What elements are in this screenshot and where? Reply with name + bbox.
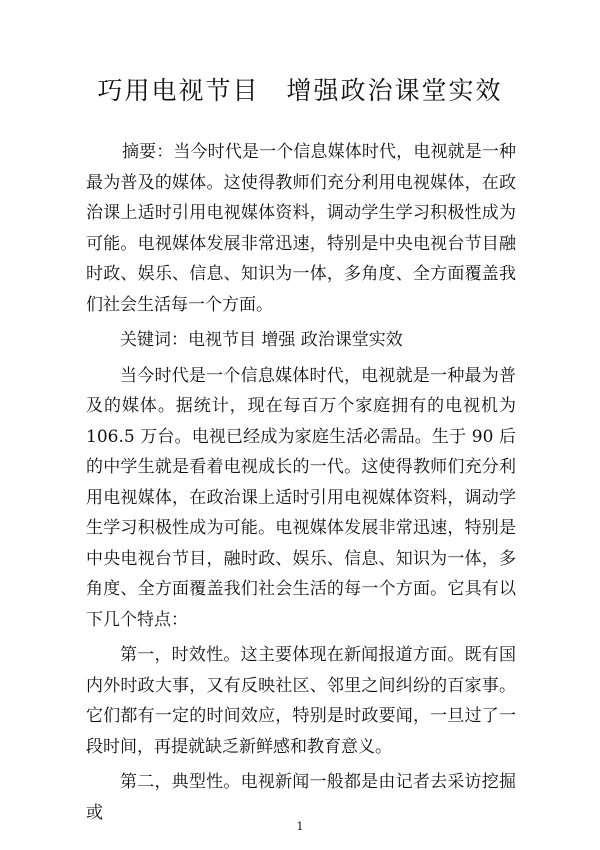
document-title: 巧用电视节目 增强政治课堂实效 <box>97 76 503 105</box>
body-paragraph: 第二，典型性。电视新闻一般都是由记者去采访挖掘或 <box>86 772 516 823</box>
document-body <box>86 137 516 833</box>
body-paragraph: 当今时代是一个信息媒体时代，电视就是一种最为普及的媒体。据统计，现在每百万个家庭拥有的电视机为 106.5 万台。电视已经成为家庭生活必需品。生于 90 后的中学生就是看着电视成长的一代。这使得教师们充分利用电视媒体，在政治课上适时引用电视媒体资料，调动学生学习积极性成为可能。电视媒体发展非常迅速，特别是中央电视台节目，融时政、娱乐、信息、知识为一体，多角度、全方面覆盖我们社会生活的每一个方面。它具有以下几个特点： <box>86 365 516 630</box>
page-number: 1 <box>296 820 304 833</box>
abstract-paragraph: 摘要：当今时代是一个信息媒体时代，电视就是一种最为普及的媒体。这使得教师们充分利用电视媒体，在政治课上适时引用电视媒体资料，调动学生学习积极性成为可能。电视媒体发展非常迅速，特别是中央电视台节目融时政、娱乐、信息、知识为一体，多角度、全方面覆盖我们社会生活每一个方面。 <box>86 142 516 315</box>
keywords-paragraph: 关键词：电视节目 增强 政治课堂实效 <box>120 330 403 350</box>
body-paragraph: 第一，时效性。这主要体现在新闻报道方面。既有国内外时政大事，又有反映社区、邻里之间纠纷的百家事。它们都有一定的时间效应，特别是时政要闻，一旦过了一段时间，再提就缺乏新鲜感和教育意义。 <box>86 645 516 757</box>
